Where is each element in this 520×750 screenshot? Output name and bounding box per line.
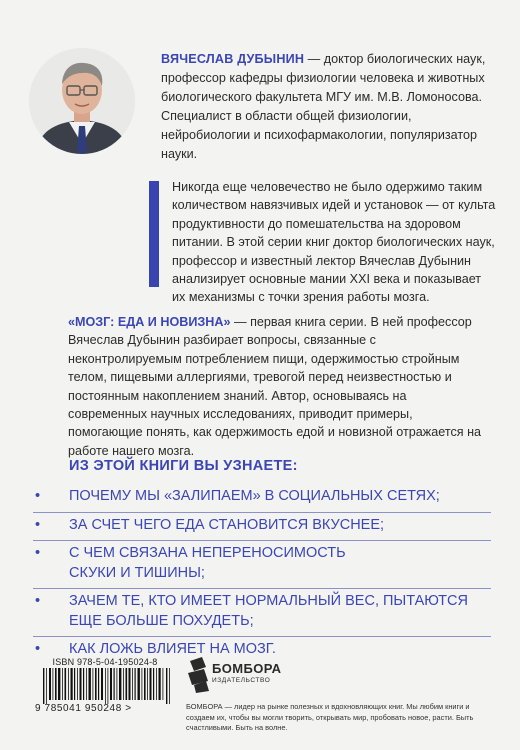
quote-accent-bar (149, 181, 159, 287)
publisher-description: БОМБОРА — лидер на рынке полезных и вдохновляющих книг. Мы любим книги и создаем их, чтобы вы могли творить, открывать мир, пробовать новое, расти. Быть счастливыми. Быть на волне. (186, 702, 474, 732)
barcode-bars-icon (41, 668, 173, 704)
author-photo (29, 48, 135, 154)
series-quote: Никогда еще человечество не было одержимо таким количеством навязчивых идей и установок — от культа продуктивности до помешательства на здоровом питании. В этой серии книг доктор биологических наук, профессор и известный лектор Вячеслав Дубынин анализирует основные мании XXI века и показывает их механизмы с точки зрения работы мозга. (172, 180, 496, 305)
list-item-label: ЗАЧЕМ ТЕ, КТО ИМЕЕТ НОРМАЛЬНЫЙ ВЕС, ПЫТАЮТСЯ ЕЩЕ БОЛЬШЕ ПОХУДЕТЬ; (69, 593, 468, 629)
bullet-icon: • (35, 593, 41, 609)
book-title: «МОЗГ: ЕДА И НОВИЗНА» (68, 315, 231, 329)
list-item (33, 484, 503, 512)
list-item (33, 589, 503, 636)
bullet-icon: • (35, 516, 41, 533)
list-item (33, 541, 503, 588)
learn-heading: ИЗ ЭТОЙ КНИГИ ВЫ УЗНАЕТЕ: (69, 458, 298, 474)
author-bio (161, 50, 491, 164)
book-description (68, 313, 488, 460)
author-bio-text: — доктор биологических наук, профессор кафедры физиологии человека и животных биологического факультета МГУ им. М.В. Ломоносова. Специалист в области общей физиологии, нейробиологии и психофармакологии, популяризатор науки. (161, 52, 486, 161)
isbn: ISBN 978-5-04-195024-8 (52, 657, 158, 667)
bullet-icon: • (35, 641, 41, 657)
list-item-label: С ЧЕМ СВЯЗАНА НЕПЕРЕНОСИМОСТЬ СКУКИ И ТИШИНЫ; (69, 545, 346, 581)
bullet-icon: • (35, 545, 41, 561)
publisher-subtitle: ИЗДАТЕЛЬСТВО (212, 677, 271, 684)
learn-list (33, 484, 503, 665)
author-name: ВЯЧЕСЛАВ ДУБЫНИН (161, 52, 305, 66)
barcode-digits: 9 785041 950248 > (35, 703, 132, 714)
publisher-name: БОМБОРА (212, 661, 282, 676)
bullet-icon: • (35, 488, 41, 504)
list-item-label: ПОЧЕМУ МЫ «ЗАЛИПАЕМ» В СОЦИАЛЬНЫХ СЕТЯХ; (69, 488, 440, 504)
list-item-label: ЗА СЧЕТ ЧЕГО ЕДА СТАНОВИТСЯ ВКУСНЕЕ; (69, 516, 385, 533)
book-description-text: — первая книга серии. В ней профессор Вячеслав Дубынин разбирает вопросы, связанные с неконтролируемым потреблением пищи, одержимостью стройным телом, пищевыми аллергиями, тревогой перед неизвестностью и постоянным накоплением знаний. Автор, основываясь на современных научных исследованиях, приводит примеры, помогающие понять, как одержимость едой и новизной отражается на работе нашего мозга. (68, 315, 482, 458)
list-item (33, 513, 503, 541)
list-item-label: КАК ЛОЖЬ ВЛИЯЕТ НА МОЗГ. (69, 641, 276, 657)
barcode (35, 659, 175, 713)
